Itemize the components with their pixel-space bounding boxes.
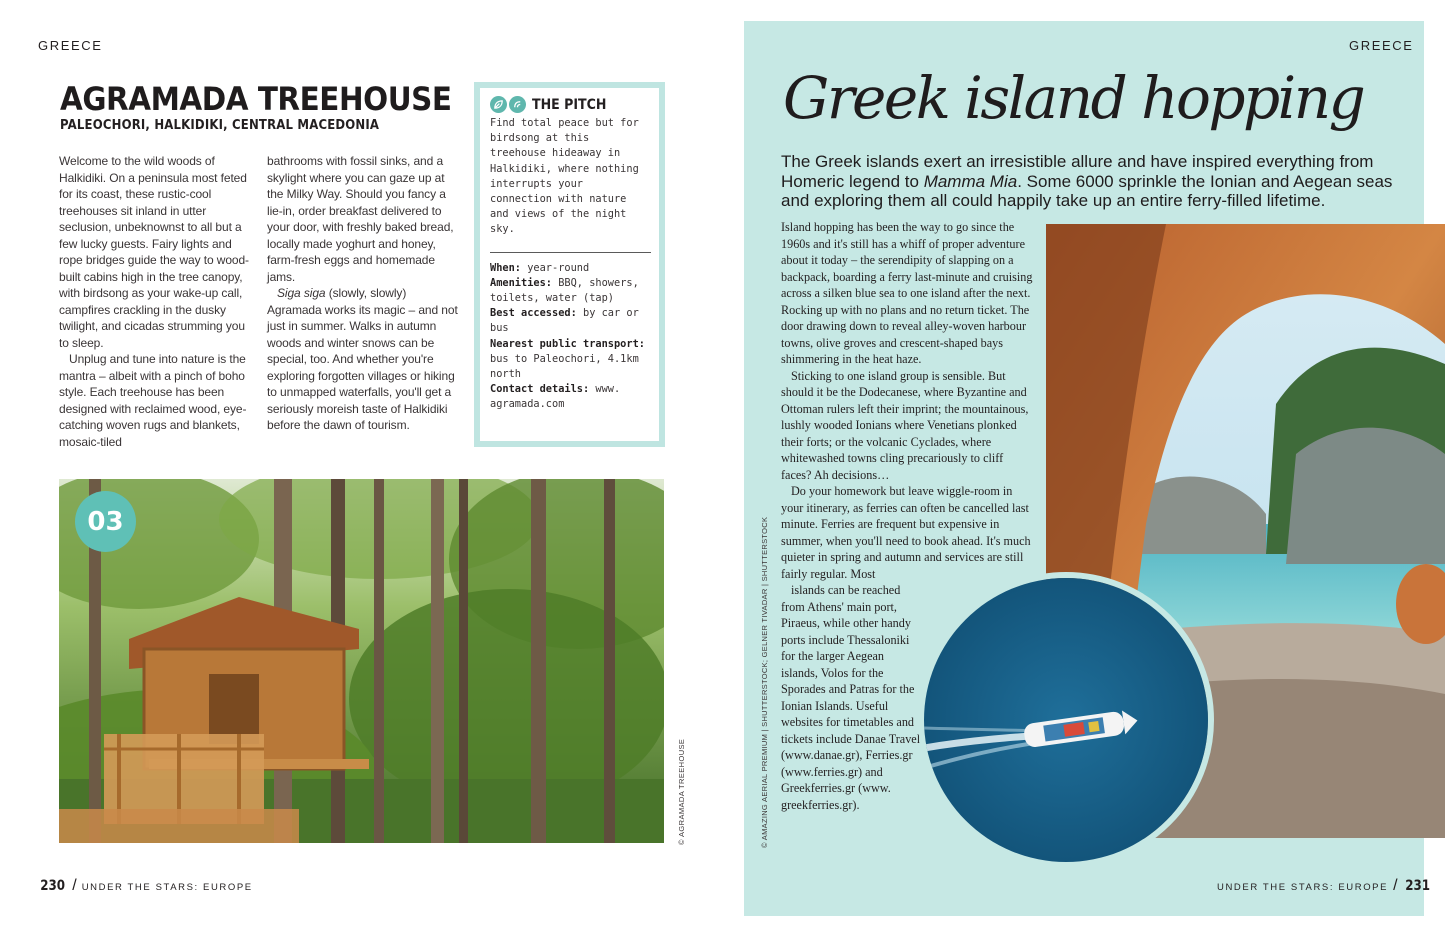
pitch-intro: Find total peace but for birdsong at this treehouse hideaway in Halkidiki, where nothing interrupts your connection with nature and views of the night sky. [490,117,639,236]
photo-credit: © AMAZING AERIAL PREMIUM | SHUTTERSTOCK; GELNER TIVADAR | SHUTTERSTOCK [760,516,769,848]
detail-label: Nearest public transport: [490,337,645,350]
pitch-title: THE PITCH [532,96,607,113]
article-location: PALEOCHORI, HALKIDIKI, CENTRAL MACEDONIA [60,118,380,133]
book-title: UNDER THE STARS: EUROPE [81,882,253,893]
body-paragraph: Island hopping has been the way to go since the 1960s and it's still has a whiff of proper adventure about it today – the serendipity of slapping on a backpack, boarding a ferry last-minute and cruising across a silken blue sea to one island after the next. Rocking up with no plans and no return ticket. The door drawing down to reveal alley-woven harbour towns, olive groves and crescent-shaped bays shimmering in the heat haze. [781,220,1033,366]
detail-value: bus to Paleochori, 4.1km north [490,352,639,381]
page-number: 230 [40,878,66,894]
detail-value: year-round [521,261,590,274]
standfirst-text: The Greek islands exert an irresistible allure and have inspired everything from Homeric legend to [781,152,1374,191]
body-text: (slowly, slowly) Agramada works its magic – and not just in summer. Walks in autumn woods and winter snows can be special, too. And whether you're exploring forgotten villages or hiking to unmapped waterfalls, you'll get a seriously moreish taste of Halkidiki before the dawn of tourism. [267,286,458,432]
detail-value: www. agramada.com [490,383,621,411]
body-paragraph: Welcome to the wild woods of Halkidiki. On a peninsula most feted for its coast, these rustic-cool treehouses sit inland in utter seclusion, unbeknownst to all but a few lucky guests. Fairy lights and rope bridges guide the way to wood-built cabins high in the tree canopy, with birdsong as your wake-up call, campfires crackling in the dusky twilight, and cicadas strumming you to sleep. [59,154,249,350]
body-text: islands can be reached from Athens' main port, Piraeus, while other handy ports include Thessaloniki for the larger Aegean islands, Volos for the Sporades and Patras for the Ionian Islands. Useful websites for timetables and tickets include Danae Travel (www.danae.gr), Ferries.gr (www.ferries.gr) and Greekferries.gr (www. greekferries.gr). [781,583,921,812]
photo-credit: © AGRAMADA TREEHOUSE [677,738,686,845]
body-paragraph: Unplug and tune into nature is the mantra – albeit with a pinch of boho style. Each treehouse has been designed with reclaimed wood, eye-catching woven rugs and blankets, mosaic-tiled [59,352,247,449]
standfirst-text: . Some 6000 sprinkle the Ionian and Aegean seas and exploring them all could happily take up an entire ferry-filled lifetime. [781,171,1393,210]
body-text: Do your homework but leave wiggle-room in your itinerary, as ferries can often be cancelled last minute. Ferries are frequent but expensive in summer, when you'll need to book ahead. It's much quieter in spring and autumn and services are still fairly regular. Most [781,484,1031,581]
feature-standfirst [781,152,1396,211]
detail-value: BBQ, showers, toilets, water (tap) [490,276,639,305]
body-column-1 [59,153,249,450]
detail-label: When: [490,261,521,274]
detail-label: Best accessed: [490,307,577,320]
ferry-aerial-photo [918,572,1214,868]
pitch-divider [490,252,651,253]
folio-separator: / [1393,877,1398,894]
pitch-box [474,82,665,447]
pitch-header [490,96,651,113]
listing-number-badge: 03 [75,491,136,552]
body-column-2 [267,153,462,434]
folio-left [38,877,253,895]
section-label: GREECE [38,38,103,53]
folio-right [1217,877,1432,895]
article-title: AGRAMADA TREEHOUSE [60,80,452,118]
detail-label: Amenities: [490,276,552,289]
body-paragraph: bathrooms with fossil sinks, and a skylight where you can gaze up at the Milky Way. Should you fancy a lie-in, order breakfast delivered to your door, with freshly baked bread, locally made yoghurt and honey, farm-fresh eggs and homemade jams. [267,154,454,284]
section-label: GREECE [1349,38,1414,53]
leaf-icon [490,96,507,113]
page-number: 231 [1404,878,1430,894]
pitch-details [490,261,651,413]
emphasis-text: Siga siga [277,286,326,300]
book-title: UNDER THE STARS: EUROPE [1217,882,1389,893]
treehouse-photo [59,479,664,843]
detail-value: by car or bus [490,307,639,335]
folio-separator: / [72,877,77,894]
emphasis-text: Mamma Mia [923,171,1018,191]
nature-icon [509,96,526,113]
body-paragraph [267,285,462,434]
detail-label: Contact details: [490,383,590,396]
body-paragraph: Sticking to one island group is sensible. But should it be the Dodecanese, where Byzantine and Ottoman rulers left their imprint; the mountainous, lushly wooded Ionians where Venetians plonked their forts; or the volcanic Cyclades, where whitewashed towns cling precariously to cliff faces? Ah decisions… [781,368,1029,482]
feature-title: Greek island hopping [783,64,1364,132]
